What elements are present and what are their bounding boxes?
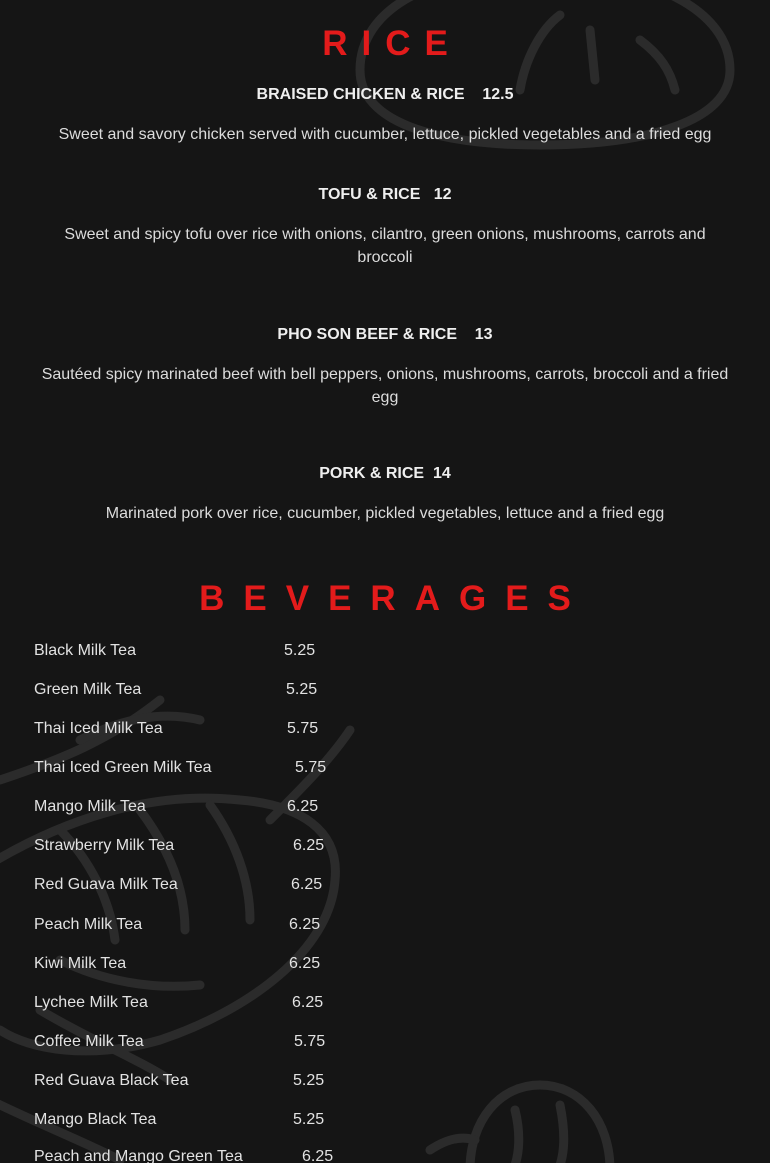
dumpling-illustration-icon (430, 1085, 610, 1163)
rice-item-description: Sweet and savory chicken served with cucumber, lettuce, pickled vegetables and a fried egg (58, 126, 712, 143)
beverage-name: Peach and Mango Green Tea (34, 1148, 243, 1163)
beverage-name: Green Milk Tea (34, 681, 142, 698)
beverage-price: 5.25 (284, 642, 316, 659)
beverage-name: Lychee Milk Tea (34, 994, 148, 1011)
beverage-price: 6.25 (302, 1148, 334, 1163)
beverage-row (34, 916, 354, 938)
rice-item-description: Sweet and spicy tofu over rice with onions, cilantro, green onions, mushrooms, carrots and broccoli (64, 226, 706, 266)
beverage-row (34, 1111, 354, 1133)
beverage-price: 6.25 (292, 994, 324, 1011)
beverage-name: Black Milk Tea (34, 642, 136, 659)
beverage-name: Peach Milk Tea (34, 916, 143, 933)
beverage-price: 6.25 (287, 798, 319, 815)
beverage-row (34, 1072, 354, 1094)
beverage-name: Thai Iced Milk Tea (34, 720, 163, 737)
beverage-row (34, 1033, 354, 1055)
rice-item-name: PORK & RICE 14 (319, 465, 451, 482)
beverage-row (34, 994, 354, 1016)
beverage-name: Red Guava Black Tea (34, 1072, 189, 1089)
beverage-row (34, 1148, 354, 1163)
rice-section-title: RICE (322, 24, 462, 63)
beverage-name: Mango Black Tea (34, 1111, 157, 1128)
beverage-name: Mango Milk Tea (34, 798, 146, 815)
beverage-price: 6.25 (291, 876, 323, 893)
beverage-name: Red Guava Milk Tea (34, 876, 178, 893)
beverage-row (34, 876, 354, 898)
beverages-section-title: BEVERAGES (199, 579, 590, 618)
beverage-price: 6.25 (293, 837, 325, 854)
beverage-price: 5.75 (294, 1033, 326, 1050)
rice-item-name: BRAISED CHICKEN & RICE 12.5 (256, 86, 514, 103)
rice-item-description: Sautéed spicy marinated beef with bell peppers, onions, mushrooms, carrots, broccoli and a fried egg (41, 366, 729, 406)
beverage-row (34, 681, 354, 703)
rice-item-name: TOFU & RICE 12 (318, 186, 452, 203)
beverage-name: Coffee Milk Tea (34, 1033, 144, 1050)
beverage-row (34, 837, 354, 859)
beverage-price: 5.75 (295, 759, 327, 776)
beverage-name: Strawberry Milk Tea (34, 837, 175, 854)
beverage-row (34, 642, 354, 664)
beverage-price: 5.25 (286, 681, 318, 698)
beverage-name: Kiwi Milk Tea (34, 955, 127, 972)
beverage-price: 5.75 (287, 720, 319, 737)
beverage-name: Thai Iced Green Milk Tea (34, 759, 212, 776)
beverage-row (34, 955, 354, 977)
beverage-row (34, 759, 354, 781)
beverage-row (34, 720, 354, 742)
beverage-price: 6.25 (289, 916, 321, 933)
beverage-price: 5.25 (293, 1072, 325, 1089)
beverage-row (34, 798, 354, 820)
rice-item-name: PHO SON BEEF & RICE 13 (277, 326, 493, 343)
rice-item-description: Marinated pork over rice, cucumber, pickled vegetables, lettuce and a fried egg (105, 505, 665, 522)
beverage-price: 5.25 (293, 1111, 325, 1128)
beverage-price: 6.25 (289, 955, 321, 972)
